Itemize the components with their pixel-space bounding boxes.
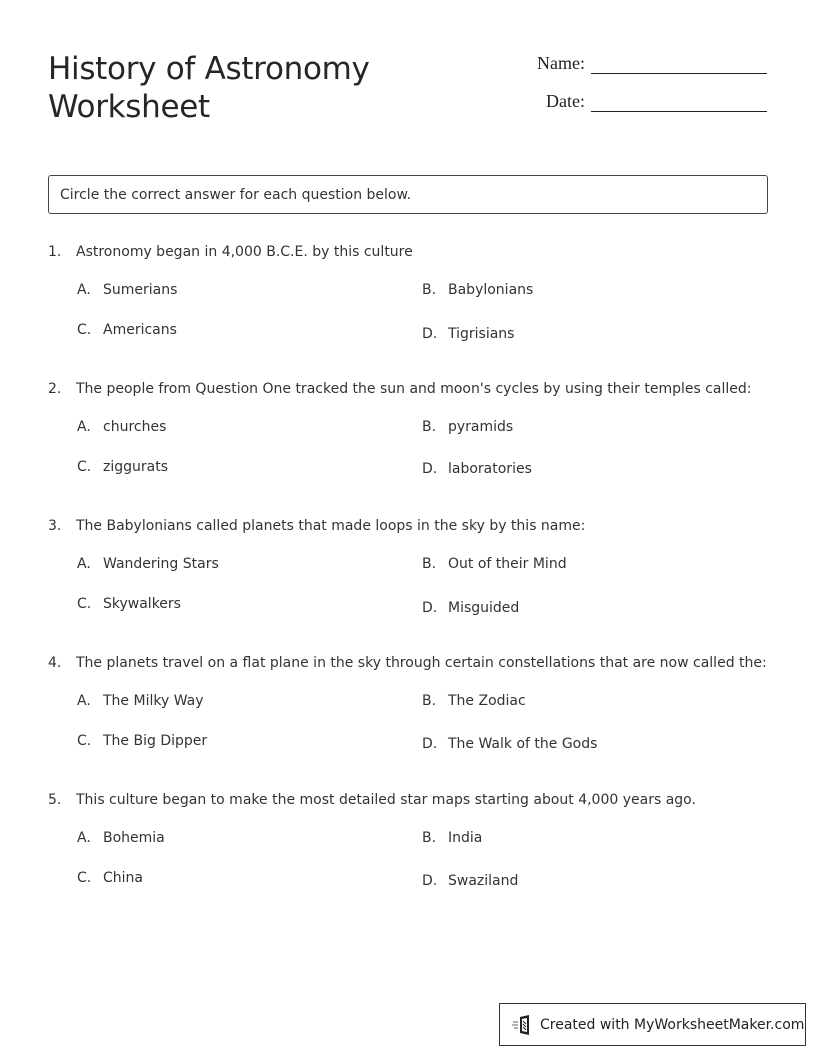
choice-letter: D.: [422, 736, 438, 752]
choice-letter: D.: [422, 600, 438, 616]
question-text-row: [48, 653, 768, 673]
choice-d[interactable]: [422, 461, 532, 477]
choice-letter: C.: [77, 596, 92, 612]
question-3: [48, 516, 768, 626]
choice-text: Americans: [103, 322, 177, 338]
choice-letter: A.: [77, 419, 91, 435]
choice-b[interactable]: [422, 693, 526, 709]
question-text-row: [48, 516, 768, 536]
choice-text: Sumerians: [103, 282, 178, 298]
choice-letter: A.: [77, 830, 91, 846]
question-number: 5.: [48, 792, 62, 808]
choice-c[interactable]: [77, 870, 143, 886]
choice-text: Swaziland: [448, 873, 519, 889]
question-text: Astronomy began in 4,000 B.C.E. by this culture: [76, 244, 413, 260]
choice-text: The Zodiac: [448, 693, 526, 709]
choice-letter: B.: [422, 693, 437, 709]
answer-choices: [48, 262, 768, 352]
title-line-1: History of Astronomy: [48, 51, 370, 87]
choice-letter: C.: [77, 322, 92, 338]
question-5: [48, 790, 768, 900]
question-text: The planets travel on a flat plane in the sky through certain constellations that are now called the:: [76, 655, 767, 671]
choice-b[interactable]: [422, 282, 533, 298]
date-label: Date:: [546, 91, 585, 111]
question-number: 2.: [48, 381, 62, 397]
question-number: 4.: [48, 655, 62, 671]
choice-text: pyramids: [448, 419, 514, 435]
choice-letter: B.: [422, 419, 437, 435]
choice-d[interactable]: [422, 600, 519, 616]
choice-text: laboratories: [448, 461, 532, 477]
instructions-text: Circle the correct answer for each question below.: [60, 186, 412, 203]
question-text: The Babylonians called planets that made loops in the sky by this name:: [76, 518, 586, 534]
name-field: [537, 53, 767, 74]
choice-text: Tigrisians: [448, 326, 515, 342]
choice-text: Wandering Stars: [103, 556, 219, 572]
choice-d[interactable]: [422, 873, 518, 889]
worksheet-title: [48, 50, 370, 126]
title-line-2: Worksheet: [48, 89, 210, 125]
choice-a[interactable]: [77, 556, 219, 572]
choice-text: Out of their Mind: [448, 556, 567, 572]
choice-b[interactable]: [422, 419, 513, 435]
answer-choices: [48, 673, 768, 763]
choice-d[interactable]: [422, 326, 514, 342]
choice-letter: C.: [77, 459, 92, 475]
choice-a[interactable]: [77, 693, 204, 709]
choice-text: The Milky Way: [103, 693, 204, 709]
date-field: [546, 91, 767, 112]
choice-text: The Big Dipper: [103, 733, 208, 749]
choice-letter: D.: [422, 461, 438, 477]
choice-text: The Walk of the Gods: [448, 736, 598, 752]
question-number: 1.: [48, 244, 62, 260]
question-text-row: [48, 790, 768, 810]
choice-b[interactable]: [422, 830, 482, 846]
choice-letter: C.: [77, 870, 92, 886]
choice-letter: A.: [77, 693, 91, 709]
answer-choices: [48, 536, 768, 626]
choice-c[interactable]: [77, 322, 177, 338]
choice-letter: D.: [422, 873, 438, 889]
question-text: This culture began to make the most detailed star maps starting about 4,000 years ago.: [76, 792, 696, 808]
question-text-row: [48, 242, 768, 262]
question-text: The people from Question One tracked the sun and moon's cycles by using their temples called:: [76, 381, 752, 397]
choice-letter: A.: [77, 282, 91, 298]
choice-text: Bohemia: [103, 830, 165, 846]
choice-c[interactable]: [77, 459, 168, 475]
choice-text: Skywalkers: [103, 596, 181, 612]
choice-text: Misguided: [448, 600, 520, 616]
choice-letter: B.: [422, 556, 437, 572]
choice-text: ziggurats: [103, 459, 169, 475]
question-2: [48, 379, 768, 489]
choice-letter: A.: [77, 556, 91, 572]
choice-text: churches: [103, 419, 167, 435]
name-blank-line[interactable]: [591, 54, 767, 74]
answer-choices: [48, 399, 768, 489]
choice-c[interactable]: [77, 733, 207, 749]
choice-text: China: [103, 870, 143, 886]
date-blank-line[interactable]: [591, 92, 767, 112]
answer-choices: [48, 810, 768, 900]
choice-a[interactable]: [77, 419, 166, 435]
choice-letter: B.: [422, 282, 437, 298]
choice-text: India: [448, 830, 483, 846]
question-1: [48, 242, 768, 352]
choice-a[interactable]: [77, 830, 165, 846]
worksheet-maker-logo-icon: [512, 1014, 534, 1036]
choice-c[interactable]: [77, 596, 181, 612]
question-text-row: [48, 379, 768, 399]
choice-letter: D.: [422, 326, 438, 342]
footer-credit[interactable]: [499, 1003, 806, 1046]
question-4: [48, 653, 768, 763]
question-number: 3.: [48, 518, 62, 534]
footer-text: Created with MyWorksheetMaker.com: [540, 1016, 805, 1033]
name-label: Name:: [537, 53, 585, 73]
choice-b[interactable]: [422, 556, 567, 572]
choice-letter: B.: [422, 830, 437, 846]
choice-a[interactable]: [77, 282, 177, 298]
choice-text: Babylonians: [448, 282, 534, 298]
choice-d[interactable]: [422, 736, 597, 752]
choice-letter: C.: [77, 733, 92, 749]
instructions-box: [48, 175, 768, 214]
